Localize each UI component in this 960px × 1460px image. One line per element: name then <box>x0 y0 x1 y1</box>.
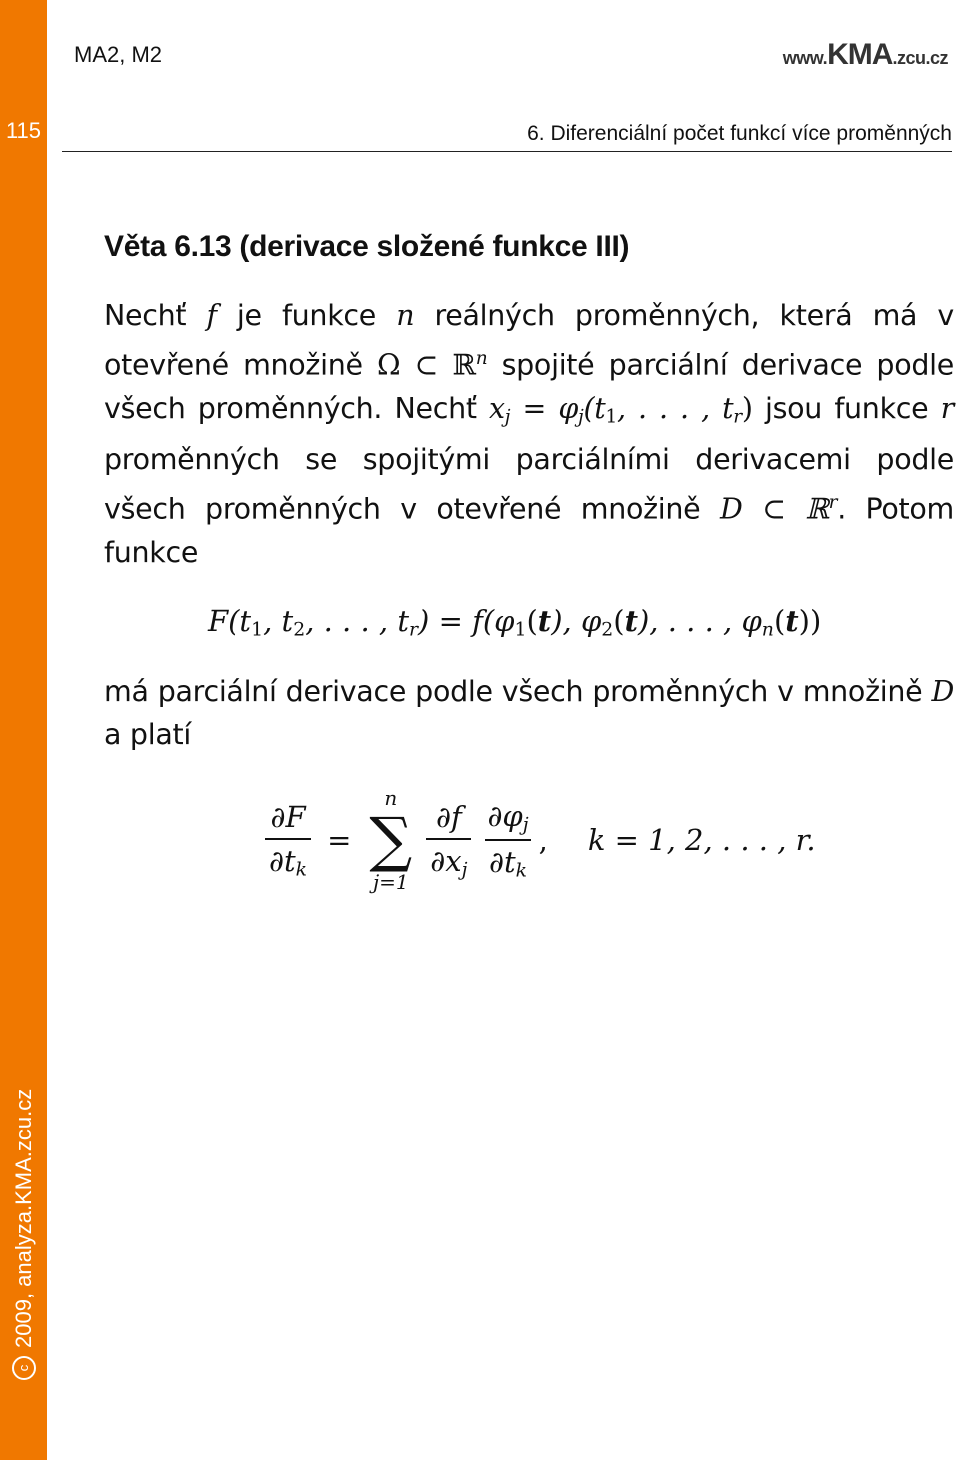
partial-phi-fraction: $\frac{\partial\varphi_j}{\partial t_k}$ <box>483 799 532 882</box>
copyright-text: 2009, analyza.KMA.zcu.cz <box>11 1088 36 1348</box>
logo-suffix: .zcu.cz <box>892 48 948 68</box>
logo-prefix: www. <box>782 48 828 68</box>
theorem-hypothesis: Nechť f je funkce n reálných proměnných, která má v otevřené množině Ω ⊂ ℝ$^n$ spojité parciální derivace podle všech proměnných. Nechť $x_j = \varphi_j(t_1$, . . . , $t_r$) jsou funkce r proměnných se spojitými parciálními derivacemi podle všech proměnných v otevřené množině D ⊂ ℝ$^r$. Potom funkce <box>104 299 954 569</box>
theorem-conclusion: má parciální derivace podle všech proměnných v množině D a platí <box>104 675 954 752</box>
page-number: 115 <box>5 118 42 143</box>
chapter-title: 6. Diferenciální počet funkcí více proměnných <box>527 122 952 145</box>
copyright-icon: c <box>12 1356 36 1380</box>
theorem-block <box>104 230 954 894</box>
lhs-fraction: $\frac{\partial F}{\partial t_k}$ <box>265 800 311 881</box>
k-range: k = 1, 2, . . . , r. <box>587 823 816 858</box>
chain-rule-formula <box>259 786 954 894</box>
summation: n ∑ j=1 <box>369 786 413 895</box>
header-rule <box>62 151 952 152</box>
partial-f-fraction: $\frac{\partial f}{\partial x_j}$ <box>426 800 471 881</box>
equals-sign: = <box>327 823 352 858</box>
theorem-title: Věta 6.13 (derivace složené funkce III) <box>104 230 630 263</box>
copyright-notice <box>11 1089 37 1380</box>
formula-comma: , <box>538 823 548 858</box>
course-label: MA2, M2 <box>74 42 163 67</box>
site-logo[interactable] <box>783 38 948 72</box>
side-bar <box>0 0 47 1460</box>
logo-brand: KMA <box>827 38 893 71</box>
composite-function-formula: $F(t_1$, $t_2$, . . . , $t_r) = f(\varphi_1(t)$, $\varphi_2(t)$, . . . , $\varphi_n(t)$) <box>208 603 822 641</box>
